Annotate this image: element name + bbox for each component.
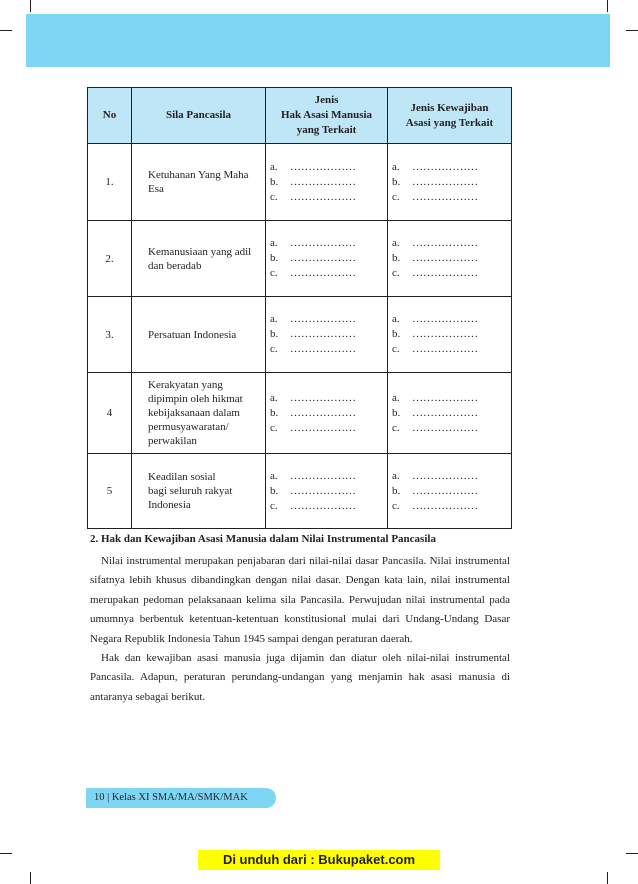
blank-dots: ……………… — [290, 499, 356, 512]
section-paragraph: Nilai instrumental merupakan penjabaran dari nilai-nilai dasar Pancasila. Nilai instrumental sifatnya lebih khusus dibandingkan dengan nilai dasar. Dengan kata lain, nilai instrumental merupakan pedoman pelaksanaan kelima sila Pancasila. Perwujudan nilai instrumental pada umumnya berbentuk ketentuan-ketentuan konstitusional mulai dari Undang-Undang Dasar Negara Republik Indonesia Tahun 1945 sampai dengan peraturan daerah. — [90, 555, 510, 645]
sila-line: Kemanusiaan yang adil — [148, 245, 252, 258]
blank-dots: ……………… — [412, 313, 478, 325]
blank-line — [270, 391, 383, 406]
header-hak-line: yang Terkait — [296, 124, 357, 136]
blank-dots: ……………… — [290, 267, 356, 279]
row-sila — [132, 221, 266, 297]
table-row — [88, 221, 512, 297]
blank-line — [392, 236, 507, 251]
blank-line — [392, 190, 507, 205]
blank-dots: ……………… — [412, 499, 478, 512]
blank-dots: ……………… — [412, 160, 478, 173]
blank-dots: ……………… — [412, 421, 478, 434]
table-row — [88, 297, 512, 373]
blank-line — [392, 484, 507, 499]
item-letter: a. — [270, 160, 278, 173]
item-letter: c. — [270, 343, 278, 355]
item-letter: a. — [392, 237, 400, 249]
item-letter: b. — [392, 406, 401, 419]
blank-line — [270, 251, 383, 266]
header-sila: Sila Pancasila — [132, 88, 266, 144]
table-row — [88, 373, 512, 454]
blank-line — [392, 406, 507, 421]
blank-dots: ……………… — [412, 328, 478, 340]
crop-mark — [607, 0, 608, 12]
pancasila-table — [87, 87, 512, 529]
sila-line: permusyawaratan/ — [148, 421, 229, 433]
row-hak-blanks — [266, 297, 388, 373]
item-letter: b. — [270, 484, 279, 497]
item-letter: b. — [270, 175, 279, 188]
row-sila — [132, 454, 266, 529]
item-letter: c. — [392, 190, 400, 203]
blank-dots: ……………… — [290, 469, 356, 482]
blank-line — [270, 421, 383, 436]
crop-mark — [607, 872, 608, 884]
item-letter: c. — [392, 421, 400, 434]
item-letter: b. — [392, 175, 401, 188]
blank-line — [270, 469, 383, 484]
row-kewajiban-blanks — [388, 454, 512, 529]
row-kewajiban-blanks — [388, 297, 512, 373]
sila-line: kebijaksanaan dalam — [148, 407, 240, 419]
blank-line — [270, 190, 383, 205]
sila-line: Esa — [148, 183, 164, 195]
item-letter: a. — [392, 160, 400, 173]
blank-line — [270, 342, 383, 357]
item-letter: a. — [270, 391, 278, 404]
item-letter: c. — [270, 190, 278, 203]
item-letter: c. — [270, 499, 278, 512]
item-letter: c. — [270, 267, 278, 279]
row-number: 1. — [88, 144, 132, 221]
crop-mark — [626, 30, 638, 31]
item-letter: b. — [392, 328, 401, 340]
sila-line: Ketuhanan Yang Maha — [148, 169, 249, 181]
header-band — [26, 14, 610, 67]
section-paragraph: Hak dan kewajiban asasi manusia juga dijamin dan diatur oleh nilai-nilai instrumental Pancasila. Adapun, peraturan perundang-undangan yang menjamin hak asasi manusia di antaranya sebagai berikut. — [90, 652, 510, 703]
blank-dots: ……………… — [290, 160, 356, 173]
blank-line — [392, 312, 507, 327]
item-letter: a. — [392, 313, 400, 325]
blank-dots: ……………… — [290, 190, 356, 203]
item-letter: b. — [270, 328, 279, 340]
row-number: 3. — [88, 297, 132, 373]
row-kewajiban-blanks — [388, 221, 512, 297]
sila-line: Indonesia — [148, 499, 191, 511]
table-row — [88, 454, 512, 529]
blank-dots: ……………… — [412, 484, 478, 497]
table-header-row — [88, 88, 512, 144]
blank-line — [270, 175, 383, 190]
item-letter: b. — [392, 484, 401, 497]
blank-dots: ……………… — [290, 237, 356, 249]
item-letter: c. — [270, 421, 278, 434]
section-heading: 2. Hak dan Kewajiban Asasi Manusia dalam Nilai Instrumental Pancasila — [90, 533, 436, 545]
sila-line: dipimpin oleh hikmat — [148, 393, 243, 405]
item-letter: a. — [270, 313, 278, 325]
blank-dots: ……………… — [412, 175, 478, 188]
blank-dots: ……………… — [412, 267, 478, 279]
blank-line — [392, 391, 507, 406]
header-kewajiban-line: Jenis Kewajiban — [410, 101, 489, 114]
blank-line — [270, 327, 383, 342]
item-letter: c. — [392, 499, 400, 512]
blank-dots: ……………… — [290, 175, 356, 188]
blank-dots: ……………… — [412, 237, 478, 249]
item-letter: a. — [270, 469, 278, 482]
blank-dots: ……………… — [412, 252, 478, 264]
row-hak-blanks — [266, 221, 388, 297]
row-number: 4 — [88, 373, 132, 454]
blank-dots: ……………… — [290, 391, 356, 404]
sila-line: bagi seluruh rakyat — [148, 485, 233, 497]
blank-dots: ……………… — [412, 190, 478, 203]
blank-dots: ……………… — [412, 391, 478, 404]
row-kewajiban-blanks — [388, 373, 512, 454]
header-hak-line: Jenis — [314, 94, 339, 106]
blank-dots: ……………… — [412, 406, 478, 419]
sila-line: dan beradab — [148, 259, 202, 272]
blank-line — [392, 160, 507, 175]
crop-mark — [30, 872, 31, 884]
blank-line — [270, 499, 383, 514]
sila-line: Kerakyatan yang — [148, 379, 223, 391]
section-hak-kewajiban — [90, 532, 510, 707]
header-no: No — [88, 88, 132, 144]
blank-line — [392, 175, 507, 190]
row-number: 5 — [88, 454, 132, 529]
blank-dots: ……………… — [290, 328, 356, 340]
item-letter: b. — [270, 252, 279, 264]
header-hak-line: Hak Asasi Manusia — [280, 109, 373, 121]
item-letter: a. — [392, 469, 400, 482]
row-sila — [132, 297, 266, 373]
blank-line — [392, 266, 507, 281]
blank-line — [270, 406, 383, 421]
sila-line: perwakilan — [148, 435, 197, 447]
crop-mark — [0, 853, 12, 854]
blank-line — [392, 327, 507, 342]
blank-line — [270, 160, 383, 175]
blank-dots: ……………… — [290, 343, 356, 355]
item-letter: a. — [270, 237, 278, 249]
header-kewajiban-line: Asasi yang Terkait — [405, 116, 494, 129]
blank-line — [392, 469, 507, 484]
row-sila — [132, 373, 266, 454]
blank-dots: ……………… — [290, 252, 356, 264]
blank-dots: ……………… — [412, 469, 478, 482]
header-hak — [266, 88, 388, 144]
item-letter: c. — [392, 267, 400, 279]
table-row — [88, 144, 512, 221]
blank-line — [270, 312, 383, 327]
row-hak-blanks — [266, 454, 388, 529]
blank-line — [392, 342, 507, 357]
blank-line — [270, 266, 383, 281]
blank-dots: ……………… — [290, 406, 356, 419]
blank-line — [392, 499, 507, 514]
blank-line — [392, 251, 507, 266]
blank-line — [392, 421, 507, 436]
item-letter: c. — [392, 343, 400, 355]
blank-dots: ……………… — [412, 343, 478, 355]
row-sila — [132, 144, 266, 221]
row-number: 2. — [88, 221, 132, 297]
sila-line: Persatuan Indonesia — [148, 328, 237, 341]
blank-dots: ……………… — [290, 313, 356, 325]
item-letter: b. — [392, 252, 401, 264]
row-hak-blanks — [266, 373, 388, 454]
blank-line — [270, 484, 383, 499]
row-kewajiban-blanks — [388, 144, 512, 221]
blank-dots: ……………… — [290, 484, 356, 497]
crop-mark — [30, 0, 31, 12]
download-banner: Di unduh dari : Bukupaket.com — [198, 850, 440, 870]
item-letter: b. — [270, 406, 279, 419]
blank-line — [270, 236, 383, 251]
blank-dots: ……………… — [290, 421, 356, 434]
sila-line: Keadilan sosial — [148, 471, 216, 483]
item-letter: a. — [392, 391, 400, 404]
crop-mark — [0, 30, 12, 31]
page-footer: 10 | Kelas XI SMA/MA/SMK/MAK — [86, 788, 276, 808]
header-kewajiban — [388, 88, 512, 144]
crop-mark — [626, 853, 638, 854]
row-hak-blanks — [266, 144, 388, 221]
